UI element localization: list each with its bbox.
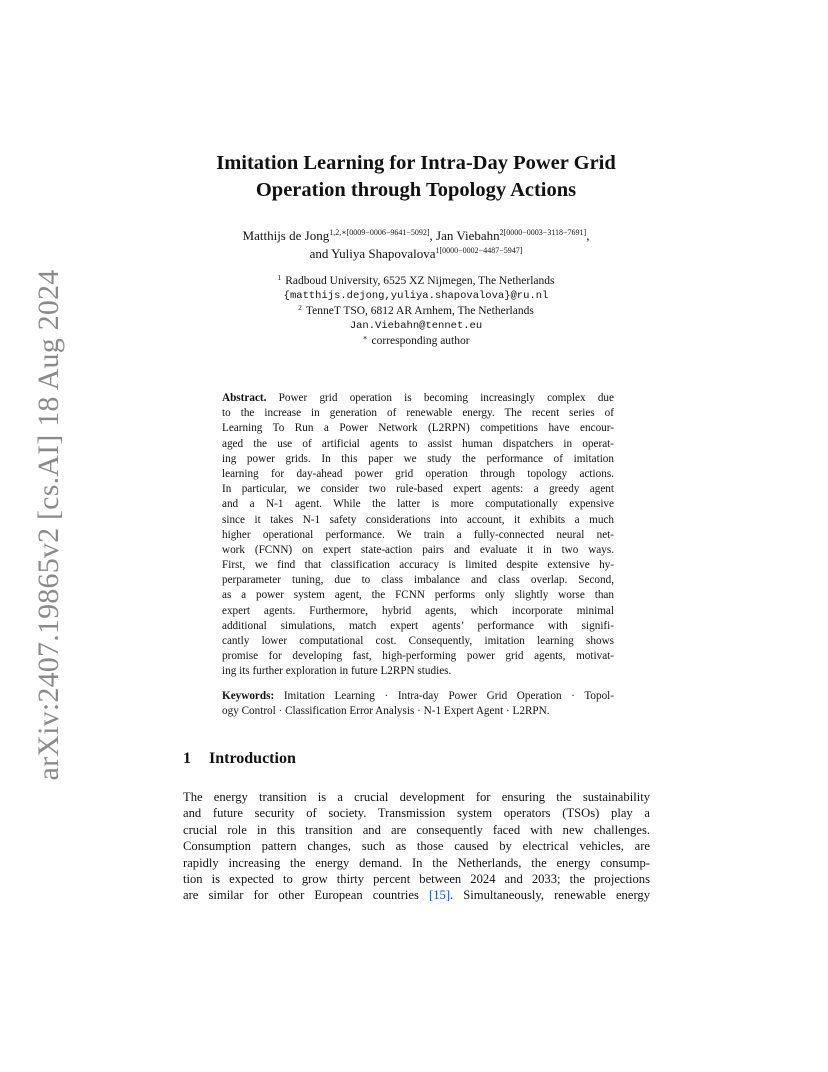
corresponding-marker: ∗ <box>362 333 368 342</box>
abstract-line: to the increase in generation of renewable energy. The recent series of <box>222 407 614 420</box>
arxiv-identifier-stamp: arXiv:2407.19865v2 [cs.AI] 18 Aug 2024 <box>32 269 65 781</box>
abstract-line: and a N-1 agent. While the latter is more computationally expensive <box>222 498 614 511</box>
citation-link[interactable]: [15] <box>429 888 451 903</box>
body-line: crucial role in this transition and are consequently faced with new challenges. <box>183 822 650 837</box>
author-list <box>150 227 682 263</box>
author-separator: , <box>586 228 590 243</box>
keywords-line: ogy Control · Classification Error Analysis · N-1 Expert Agent · L2RPN. <box>222 705 550 718</box>
body-line: Consumption pattern changes, such as those caused by electrical vehicles, are <box>183 839 650 854</box>
keywords-line <box>222 689 614 704</box>
abstract-line: ing power grids. In this paper we study the performance of imitation <box>222 452 614 465</box>
abstract <box>222 391 614 680</box>
abstract-line: cantly lower computational cost. Consequently, imitation learning shows <box>222 635 614 647</box>
affiliation-2 <box>150 304 682 319</box>
abstract-line: work (FCNN) on expert state-action pairs and evaluate it in two ways. <box>222 543 614 556</box>
abstract-text: Power grid operation is becoming increasingly complex due <box>266 392 614 404</box>
author-name: Yuliya Shapovalova <box>331 246 436 261</box>
introduction-paragraph <box>183 789 650 904</box>
abstract-line: Learning To Run a Power Network (L2RPN) competitions have encour- <box>222 422 614 435</box>
affiliation-marker: 1 <box>277 273 282 282</box>
abstract-label: Abstract. <box>222 392 267 404</box>
author-line-2 <box>150 245 682 263</box>
abstract-line <box>222 391 614 406</box>
affiliation-text: TenneT TSO, 6812 AR Arnhem, The Netherlands <box>305 305 534 317</box>
abstract-line: expert agents. Furthermore, hybrid agents, which incorporate minimal <box>222 604 614 617</box>
affiliation-1 <box>150 274 682 289</box>
abstract-line: promise for developing fast, high-performing power grid agents, motivat- <box>222 650 614 663</box>
body-line: and future security of society. Transmission system operators (TSOs) play a <box>183 806 650 821</box>
body-text: are similar for other European countries <box>183 888 430 903</box>
keywords-text: Imitation Learning · Intra-day Power Grid Operation · Topol- <box>274 690 614 702</box>
corresponding-author-note <box>150 334 682 349</box>
affiliation-text: Radboud University, 6525 XZ Nijmegen, The Netherlands <box>285 275 555 287</box>
author-name: Matthijs de Jong <box>242 228 330 243</box>
author-name: Jan Viebahn <box>436 228 500 243</box>
abstract-line: perparameter tuning, due to class imbalance and class overlap. Second, <box>222 574 614 587</box>
section-heading-introduction <box>183 748 296 770</box>
corresponding-text: corresponding author <box>371 335 470 347</box>
affiliation-1-email: {matthijs.dejong,yuliya.shapovalova}@ru.nl <box>283 290 549 302</box>
abstract-line: since it takes N-1 safety considerations into account, it exhibits a much <box>222 513 614 526</box>
affiliation-marker: 2 <box>298 303 302 312</box>
keywords <box>222 689 614 719</box>
section-number: 1 <box>183 750 191 767</box>
author-affiliation-orcid: 1,2,∗[0009−0006−9641−5092] <box>329 228 430 237</box>
author-affiliation-orcid: 1[0000−0002−4487−5947] <box>435 246 523 255</box>
body-text: . Simultaneously, renewable energy <box>450 888 651 903</box>
author-line-1 <box>150 227 682 245</box>
paper-title <box>150 150 682 204</box>
abstract-line: higher operational performance. We train a fully-connected neural net- <box>222 528 614 541</box>
body-line: The energy transition is a crucial development for ensuring the sustainability <box>183 790 650 804</box>
keywords-label: Keywords: <box>222 690 275 702</box>
abstract-line: learning for day-ahead power grid operation through topology actions. <box>222 467 614 480</box>
title-line-2: Operation through Topology Actions <box>255 179 577 201</box>
abstract-line: In particular, we consider two rule-based expert agents: a greedy agent <box>222 483 614 496</box>
body-line: rapidly increasing the energy demand. In the Netherlands, the energy consump- <box>183 855 650 870</box>
body-line: tion is expected to grow thirty percent between 2024 and 2033; the projections <box>183 871 650 886</box>
section-title: Introduction <box>209 750 296 767</box>
abstract-line: additional simulations, match expert agents’ performance with signifi- <box>222 619 614 632</box>
abstract-line: as a power system agent, the FCNN performs only slightly worse than <box>222 589 614 602</box>
affiliation-2-email: Jan.Viebahn@tennet.eu <box>349 320 483 332</box>
abstract-line: ing its further exploration in future L2RPN studies. <box>222 665 452 678</box>
author-conjunction: and <box>309 246 332 261</box>
title-line-1: Imitation Learning for Intra-Day Power Grid <box>216 152 616 174</box>
affiliations <box>150 274 682 349</box>
body-line <box>183 887 650 903</box>
abstract-line: First, we find that classification accuracy is limited despite extensive hy- <box>222 559 614 572</box>
author-separator: , <box>429 228 437 243</box>
author-affiliation-orcid: 2[0000−0003−3118−7691] <box>499 228 587 237</box>
abstract-line: aged the use of artificial agents to assist human dispatchers in operat- <box>222 437 614 450</box>
